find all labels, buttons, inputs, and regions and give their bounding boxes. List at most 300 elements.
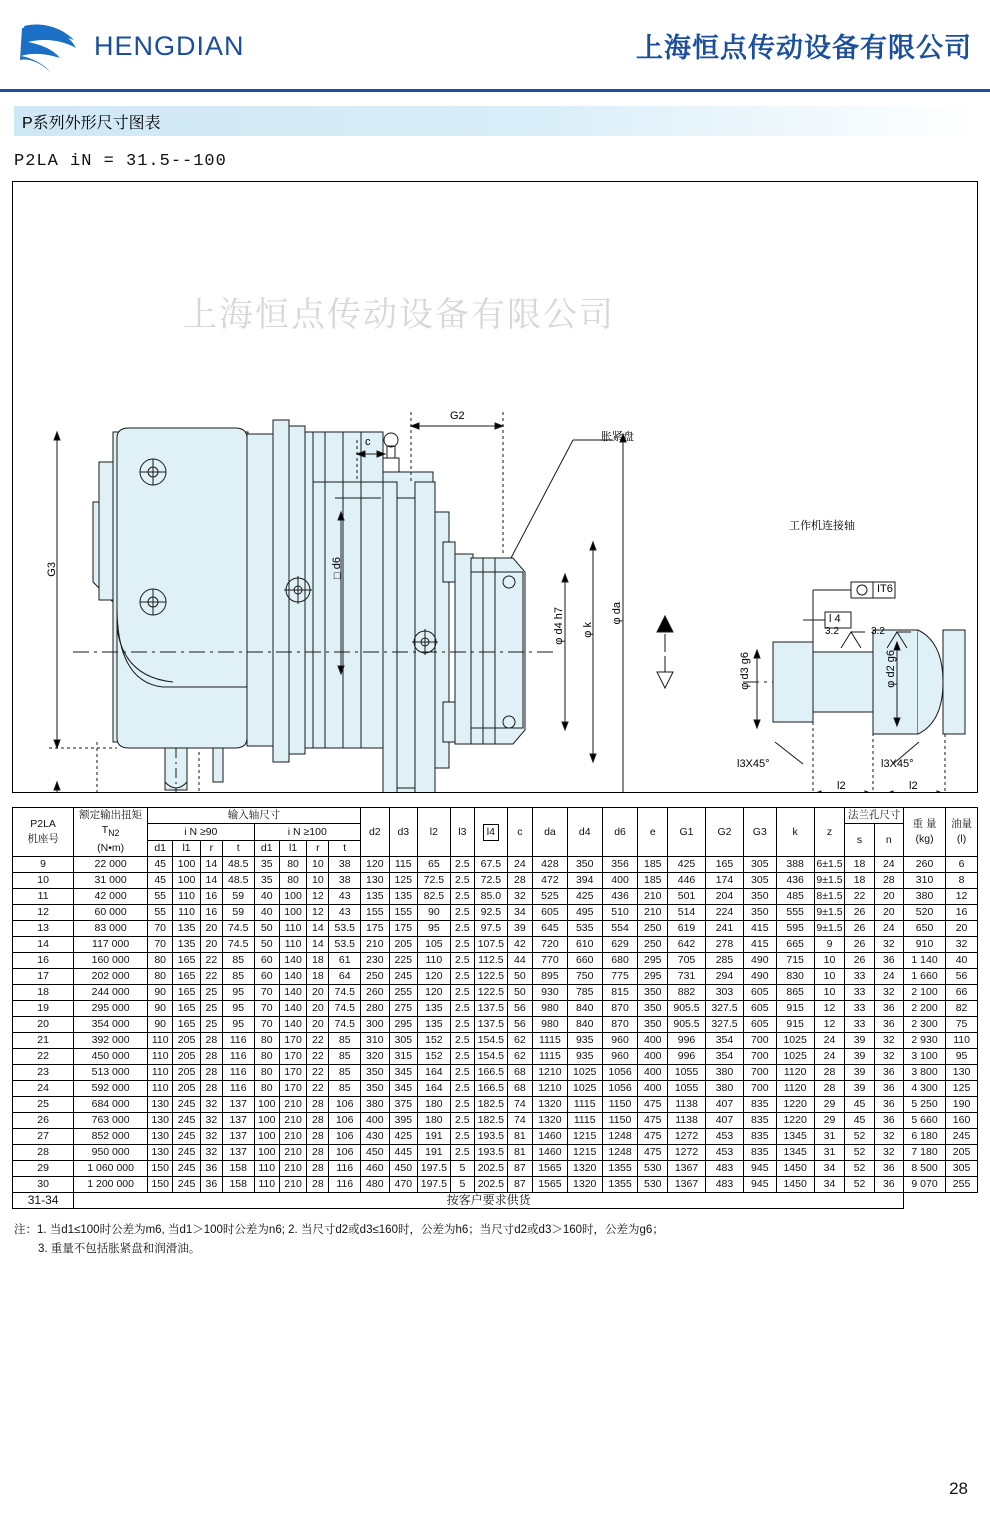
cell-flange: 36 (874, 1065, 903, 1081)
cell-dim: 490 (743, 953, 776, 969)
cell-model: 20 (13, 1017, 74, 1033)
cell-input-a: 137 (222, 1145, 254, 1161)
col-input-shaft-group: 输入轴尺寸 (148, 808, 361, 824)
label-g2: G2 (450, 410, 465, 422)
cell-dim: 388 (776, 857, 814, 873)
cell-model: 18 (13, 985, 74, 1001)
cell-input-b: 38 (329, 857, 361, 873)
col-l1-a: l1 (173, 841, 200, 857)
cell-dim: 180 (418, 1097, 451, 1113)
cell-dim: 250 (361, 969, 389, 985)
cell-flange: 22 (845, 889, 874, 905)
cell-weight: 5 250 (903, 1097, 945, 1113)
cell-weight: 2 930 (903, 1033, 945, 1049)
cell-flange: 45 (845, 1097, 874, 1113)
cell-input-a: 205 (173, 1049, 200, 1065)
cell-flange: 24 (874, 921, 903, 937)
cell-dim: 595 (776, 921, 814, 937)
cell-dim: 495 (567, 905, 602, 921)
cell-dim: 8±1.5 (814, 889, 845, 905)
cell-oil: 8 (946, 873, 978, 889)
cell-dim: 840 (567, 1017, 602, 1033)
cell-model: 23 (13, 1065, 74, 1081)
cell-oil: 6 (946, 857, 978, 873)
cell-dim: 840 (567, 1001, 602, 1017)
cell-dim: 830 (776, 969, 814, 985)
table-row-custom-supply (13, 1193, 978, 1209)
cell-dim: 224 (705, 905, 743, 921)
cell-dim: 645 (533, 921, 568, 937)
cell-input-b: 22 (307, 1049, 329, 1065)
cell-dim: 120 (418, 985, 451, 1001)
cell-dim: 1025 (567, 1081, 602, 1097)
cell-dim: 605 (743, 1017, 776, 1033)
cell-dim: 354 (705, 1049, 743, 1065)
col-c: c (507, 808, 532, 857)
cell-dim: 32 (507, 889, 532, 905)
cell-dim: 715 (776, 953, 814, 969)
cell-dim: 1320 (533, 1097, 568, 1113)
table-row (13, 953, 978, 969)
cell-dim: 2.5 (450, 1001, 474, 1017)
cell-model: 17 (13, 969, 74, 985)
cell-dim: 407 (705, 1113, 743, 1129)
cell-input-b: 50 (254, 937, 279, 953)
cell-dim: 10 (814, 953, 845, 969)
cell-dim: 28 (507, 873, 532, 889)
cell-dim: 115 (389, 857, 417, 873)
cell-dim: 2.5 (450, 889, 474, 905)
cell-dim: 775 (602, 969, 638, 985)
cell-torque: 295 000 (74, 1001, 148, 1017)
cell-input-a: 74.5 (222, 937, 254, 953)
cell-torque: 592 000 (74, 1081, 148, 1097)
cell-input-a: 245 (173, 1097, 200, 1113)
cell-flange: 32 (874, 1129, 903, 1145)
cell-input-a: 59 (222, 889, 254, 905)
cell-dim: 554 (602, 921, 638, 937)
cell-input-a: 22 (200, 969, 222, 985)
cell-dim: 350 (638, 1001, 668, 1017)
cell-dim: 2.5 (450, 873, 474, 889)
cell-input-b: 110 (279, 921, 306, 937)
cell-input-a: 90 (148, 985, 173, 1001)
cell-model: 14 (13, 937, 74, 953)
label-it6: IT6 (877, 583, 893, 595)
cell-dim: 915 (776, 1017, 814, 1033)
cell-dim: 1320 (533, 1113, 568, 1129)
cell-input-b: 50 (254, 921, 279, 937)
cell-dim: 12 (814, 1001, 845, 1017)
cell-input-a: 22 (200, 953, 222, 969)
cell-dim: 9±1.5 (814, 921, 845, 937)
cell-input-a: 16 (200, 889, 222, 905)
table-row (13, 985, 978, 1001)
cell-dim: 320 (361, 1049, 389, 1065)
cell-dim: 1056 (602, 1081, 638, 1097)
cell-dim: 135 (389, 889, 417, 905)
cell-dim: 425 (567, 889, 602, 905)
cell-input-a: 130 (148, 1113, 173, 1129)
cell-dim: 275 (389, 1001, 417, 1017)
cell-dim: 1115 (533, 1033, 568, 1049)
spec-table-body (13, 857, 978, 1209)
cell-input-b: 210 (279, 1097, 306, 1113)
cell-dim: 865 (776, 985, 814, 1001)
cell-input-b: 100 (279, 905, 306, 921)
cell-dim: 960 (602, 1049, 638, 1065)
cell-input-a: 32 (200, 1145, 222, 1161)
cell-dim: 1367 (668, 1161, 706, 1177)
cell-dim: 210 (638, 905, 668, 921)
cell-input-a: 59 (222, 905, 254, 921)
cell-dim: 835 (743, 1129, 776, 1145)
cell-input-b: 74.5 (329, 1001, 361, 1017)
cell-dim: 605 (533, 905, 568, 921)
cell-dim: 1367 (668, 1177, 706, 1193)
cell-dim: 1025 (567, 1065, 602, 1081)
header-divider (0, 89, 990, 92)
cell-dim: 996 (668, 1049, 706, 1065)
cell-dim: 935 (567, 1033, 602, 1049)
cell-dim: 1138 (668, 1113, 706, 1129)
cell-dim: 720 (533, 937, 568, 953)
cell-model: 16 (13, 953, 74, 969)
cell-flange: 36 (874, 1001, 903, 1017)
cell-dim: 530 (638, 1161, 668, 1177)
cell-flange: 32 (874, 1049, 903, 1065)
cell-dim: 1025 (776, 1049, 814, 1065)
cell-model: 25 (13, 1097, 74, 1113)
cell-input-b: 210 (279, 1161, 306, 1177)
cell-dim: 1115 (533, 1049, 568, 1065)
cell-dim: 1565 (533, 1177, 568, 1193)
cell-dim: 74 (507, 1113, 532, 1129)
cell-weight: 5 660 (903, 1113, 945, 1129)
cell-input-b: 80 (279, 873, 306, 889)
cell-input-b: 14 (307, 937, 329, 953)
cell-torque: 60 000 (74, 905, 148, 921)
cell-input-a: 110 (148, 1081, 173, 1097)
cell-dim: 1248 (602, 1129, 638, 1145)
cell-weight: 310 (903, 873, 945, 889)
section-title: P系列外形尺寸图表 (14, 106, 976, 136)
col-d6: d6 (602, 808, 638, 857)
cell-dim: 605 (743, 1001, 776, 1017)
cell-input-b: 100 (254, 1129, 279, 1145)
table-row (13, 937, 978, 953)
cell-dim: 428 (533, 857, 568, 873)
cell-dim: 280 (361, 1001, 389, 1017)
cell-oil: 56 (946, 969, 978, 985)
cell-dim: 450 (389, 1161, 417, 1177)
label-chamfer-left: l3X45° (737, 758, 770, 770)
cell-dim: 193.5 (474, 1145, 507, 1161)
cell-input-b: 170 (279, 1081, 306, 1097)
cell-dim: 475 (638, 1097, 668, 1113)
cell-oil: 305 (946, 1161, 978, 1177)
cell-input-b: 85 (329, 1081, 361, 1097)
cell-torque: 950 000 (74, 1145, 148, 1161)
cell-dim: 125 (389, 873, 417, 889)
cell-dim: 305 (743, 873, 776, 889)
cell-input-a: 14 (200, 857, 222, 873)
cell-torque: 1 060 000 (74, 1161, 148, 1177)
label-l2-left: l2 (837, 780, 846, 792)
cell-input-b: 20 (307, 1001, 329, 1017)
cell-dim: 28 (814, 1065, 845, 1081)
model-line: P2LA iN = 31.5--100 (14, 152, 227, 171)
cell-dim: 750 (567, 969, 602, 985)
cell-input-a: 150 (148, 1177, 173, 1193)
cell-input-a: 130 (148, 1097, 173, 1113)
col-g1: G1 (668, 808, 706, 857)
col-n: n (874, 824, 903, 857)
cell-input-a: 165 (173, 1017, 200, 1033)
cell-input-b: 53.5 (329, 921, 361, 937)
cell-input-b: 140 (279, 953, 306, 969)
cell-dim: 460 (361, 1161, 389, 1177)
cell-dim: 700 (743, 1033, 776, 1049)
cell-dim: 24 (814, 1049, 845, 1065)
cell-input-a: 95 (222, 985, 254, 1001)
cell-dim: 483 (705, 1177, 743, 1193)
cell-dim: 835 (743, 1145, 776, 1161)
cell-torque: 763 000 (74, 1113, 148, 1129)
cell-weight: 3 100 (903, 1049, 945, 1065)
cell-dim: 2.5 (450, 1049, 474, 1065)
cell-input-b: 170 (279, 1065, 306, 1081)
cell-weight: 1 660 (903, 969, 945, 985)
cell-dim: 1460 (533, 1145, 568, 1161)
cell-weight: 380 (903, 889, 945, 905)
cell-dim: 303 (705, 985, 743, 1001)
cell-input-a: 165 (173, 1001, 200, 1017)
cell-dim: 514 (668, 905, 706, 921)
col-r-a: r (200, 841, 222, 857)
cell-input-a: 70 (148, 937, 173, 953)
cell-dim: 960 (602, 1033, 638, 1049)
cell-input-a: 55 (148, 905, 173, 921)
cell-input-b: 74.5 (329, 985, 361, 1001)
table-row (13, 1177, 978, 1193)
cell-dim: 980 (533, 1017, 568, 1033)
cell-dim: 1450 (776, 1161, 814, 1177)
cell-dim: 453 (705, 1145, 743, 1161)
cell-dim: 400 (638, 1033, 668, 1049)
table-row (13, 1017, 978, 1033)
cell-flange: 18 (845, 857, 874, 873)
cell-dim: 380 (705, 1081, 743, 1097)
label-k: φ k (582, 622, 594, 638)
cell-dim: 9 (814, 937, 845, 953)
cell-input-a: 135 (173, 921, 200, 937)
table-row (13, 1161, 978, 1177)
cell-input-b: 210 (279, 1145, 306, 1161)
cell-oil: 16 (946, 905, 978, 921)
cell-dim: 356 (602, 857, 638, 873)
cell-dim: 629 (602, 937, 638, 953)
cell-dim: 154.5 (474, 1033, 507, 1049)
cell-dim: 29 (814, 1097, 845, 1113)
cell-input-a: 205 (173, 1033, 200, 1049)
cell-dim: 350 (638, 985, 668, 1001)
cell-dim: 112.5 (474, 953, 507, 969)
cell-flange: 36 (874, 1113, 903, 1129)
cell-input-b: 116 (329, 1177, 361, 1193)
cell-input-b: 80 (254, 1049, 279, 1065)
cell-input-a: 55 (148, 889, 173, 905)
cell-dim: 555 (776, 905, 814, 921)
cell-input-a: 110 (148, 1049, 173, 1065)
cell-dim: 305 (743, 857, 776, 873)
col-d1-b: d1 (254, 841, 279, 857)
cell-dim: 315 (389, 1049, 417, 1065)
notes-block (14, 1221, 976, 1259)
cell-dim: 28 (814, 1081, 845, 1097)
cell-input-a: 36 (200, 1161, 222, 1177)
cell-dim: 185 (638, 873, 668, 889)
cell-dim: 182.5 (474, 1113, 507, 1129)
label-l2-right: l2 (909, 780, 918, 792)
cell-dim: 295 (389, 1017, 417, 1033)
cell-dim: 154.5 (474, 1049, 507, 1065)
cell-model: 26 (13, 1113, 74, 1129)
cell-dim: 2.5 (450, 857, 474, 873)
cell-dim: 453 (705, 1129, 743, 1145)
cell-input-a: 130 (148, 1145, 173, 1161)
cell-weight: 650 (903, 921, 945, 937)
table-row (13, 1033, 978, 1049)
cell-input-a: 130 (148, 1129, 173, 1145)
cell-dim: 2.5 (450, 1033, 474, 1049)
cell-dim: 9±1.5 (814, 905, 845, 921)
cell-input-b: 140 (279, 1001, 306, 1017)
cell-torque: 392 000 (74, 1033, 148, 1049)
cell-dim: 24 (814, 1033, 845, 1049)
cell-input-b: 28 (307, 1161, 329, 1177)
cell-input-b: 12 (307, 905, 329, 921)
cell-dim: 1248 (602, 1145, 638, 1161)
cell-dim: 415 (743, 937, 776, 953)
cell-dim: 110 (418, 953, 451, 969)
cell-input-a: 32 (200, 1097, 222, 1113)
cell-dim: 700 (743, 1065, 776, 1081)
table-row (13, 1001, 978, 1017)
cell-dim: 295 (638, 969, 668, 985)
cell-weight: 910 (903, 937, 945, 953)
cell-dim: 350 (361, 1065, 389, 1081)
cell-input-b: 100 (254, 1145, 279, 1161)
cell-flange: 36 (874, 1161, 903, 1177)
cell-dim: 815 (602, 985, 638, 1001)
cell-input-a: 80 (148, 969, 173, 985)
cell-dim: 68 (507, 1081, 532, 1097)
cell-dim: 436 (602, 889, 638, 905)
cell-model: 21 (13, 1033, 74, 1049)
cell-dim: 945 (743, 1177, 776, 1193)
cell-flange: 24 (874, 857, 903, 873)
cell-input-a: 74.5 (222, 921, 254, 937)
cell-oil: 245 (946, 1129, 978, 1145)
cell-dim: 166.5 (474, 1065, 507, 1081)
cell-input-b: 85 (329, 1065, 361, 1081)
cell-dim: 354 (705, 1033, 743, 1049)
cell-oil: 160 (946, 1113, 978, 1129)
cell-dim: 1460 (533, 1129, 568, 1145)
cell-dim: 152 (418, 1033, 451, 1049)
col-d3: d3 (389, 808, 417, 857)
cell-dim: 1115 (567, 1097, 602, 1113)
cell-dim: 610 (567, 937, 602, 953)
cell-input-b: 28 (307, 1113, 329, 1129)
cell-dim: 56 (507, 1001, 532, 1017)
cell-input-a: 135 (173, 937, 200, 953)
cell-weight: 520 (903, 905, 945, 921)
cell-flange: 45 (845, 1113, 874, 1129)
cell-dim: 605 (743, 985, 776, 1001)
cell-oil: 20 (946, 921, 978, 937)
cell-dim: 350 (361, 1081, 389, 1097)
page-header (0, 0, 990, 92)
cell-dim: 205 (389, 937, 417, 953)
cell-flange: 20 (874, 889, 903, 905)
cell-dim: 425 (389, 1129, 417, 1145)
cell-input-a: 36 (200, 1177, 222, 1193)
cell-input-a: 90 (148, 1001, 173, 1017)
cell-flange: 33 (845, 985, 874, 1001)
cell-dim: 619 (668, 921, 706, 937)
label-roughness-b: 3.2 (871, 626, 885, 637)
cell-oil: 82 (946, 1001, 978, 1017)
cell-input-a: 32 (200, 1129, 222, 1145)
cell-dim: 191 (418, 1145, 451, 1161)
cell-dim: 81 (507, 1145, 532, 1161)
cell-input-a: 45 (148, 873, 173, 889)
cell-dim: 137.5 (474, 1017, 507, 1033)
cell-input-a: 85 (222, 969, 254, 985)
cell-weight: 4 300 (903, 1081, 945, 1097)
cell-input-b: 170 (279, 1033, 306, 1049)
cell-dim: 44 (507, 953, 532, 969)
cell-dim: 120 (361, 857, 389, 873)
cell-input-b: 100 (254, 1097, 279, 1113)
cell-dim: 180 (418, 1113, 451, 1129)
cell-input-b: 70 (254, 985, 279, 1001)
cell-input-a: 110 (148, 1033, 173, 1049)
cell-input-a: 25 (200, 1001, 222, 1017)
cell-dim: 82.5 (418, 889, 451, 905)
cell-dim: 870 (602, 1001, 638, 1017)
cell-input-a: 28 (200, 1065, 222, 1081)
cell-input-a: 137 (222, 1113, 254, 1129)
cell-input-a: 28 (200, 1081, 222, 1097)
cell-dim: 294 (705, 969, 743, 985)
gearbox-outline-drawing (13, 182, 978, 793)
cell-dim: 395 (389, 1113, 417, 1129)
cell-dim: 705 (668, 953, 706, 969)
table-row (13, 969, 978, 985)
col-k: k (776, 808, 814, 857)
note-line-1: 注：1. 当d1≤100时公差为m6, 当d1＞100时公差为n6; 2. 当尺寸d2或d3≤160时，公差为h6；当尺寸d2或d3＞160时，公差为g6； (14, 1224, 664, 1237)
cell-flange: 39 (845, 1033, 874, 1049)
cell-dim: 490 (743, 969, 776, 985)
cell-dim: 525 (533, 889, 568, 905)
cell-weight: 2 100 (903, 985, 945, 1001)
cell-input-a: 48.5 (222, 873, 254, 889)
cell-dim: 225 (389, 953, 417, 969)
cell-dim: 310 (361, 1033, 389, 1049)
